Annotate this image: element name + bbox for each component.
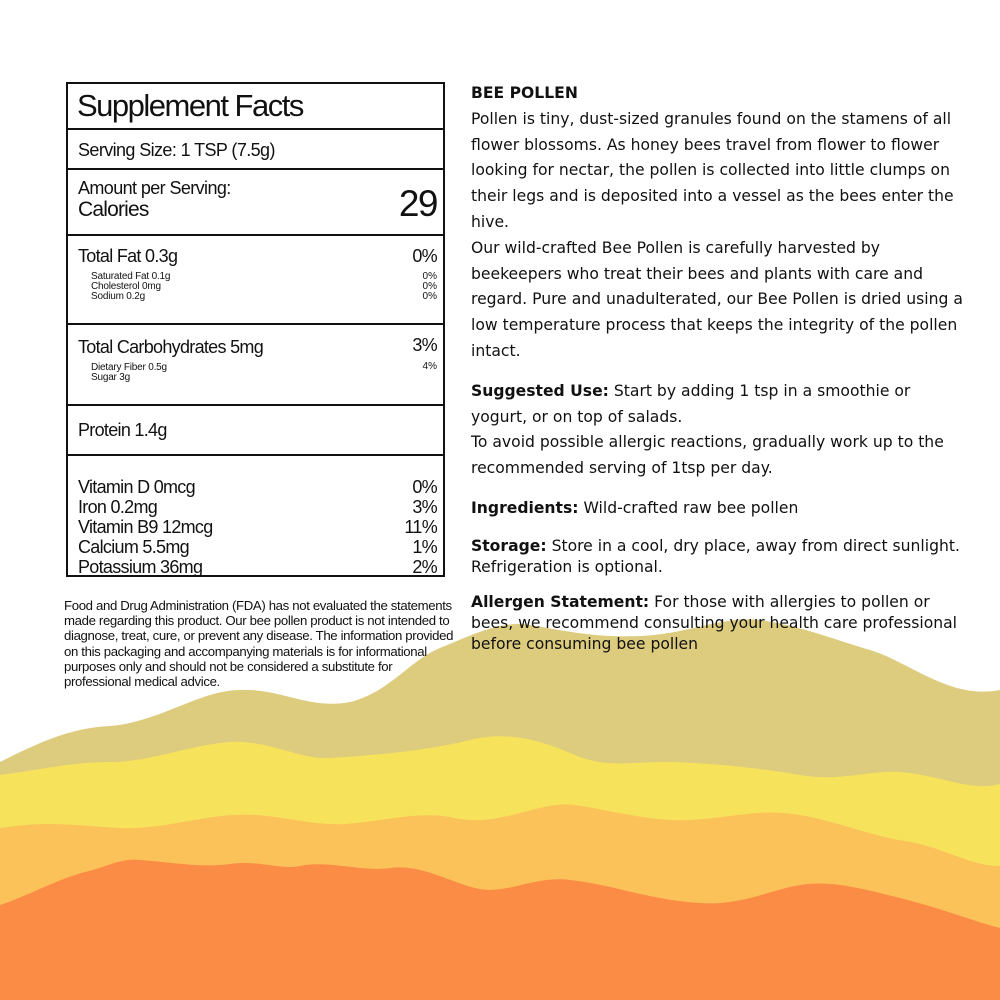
ingredients-label: Ingredients: bbox=[471, 498, 579, 517]
allergen-text: For those with allergies to pollen or bees, we recommend consulting your health care professional before consuming bee pollen bbox=[471, 592, 958, 653]
total-carbs-label: Total Carbohydrates 5mg bbox=[78, 337, 264, 357]
cholesterol-pct: 0% bbox=[422, 281, 437, 292]
amount-per-serving-label: Amount per Serving: bbox=[78, 178, 231, 198]
suggested-use-label: Suggested Use: bbox=[471, 381, 609, 400]
calcium-label: Calcium 5.5mg bbox=[78, 537, 189, 557]
ingredients-text: Wild-crafted raw bee pollen bbox=[583, 498, 799, 517]
sodium-pct: 0% bbox=[422, 291, 437, 302]
supplement-facts-title: Supplement Facts bbox=[68, 84, 443, 130]
suggested-use-text-2: To avoid possible allergic reactions, gradually work up to the recommended serving of 1tsp per day. bbox=[471, 433, 944, 478]
suggested-use bbox=[471, 379, 971, 431]
potassium-pct: 2% bbox=[412, 557, 437, 577]
vitamin-b9-pct: 11% bbox=[404, 517, 437, 537]
sugar-label: Sugar 3g bbox=[91, 372, 130, 383]
description-paragraph-1: Pollen is tiny, dust-sized granules found on the stamens of all flower blossoms. As honey bees travel from flower to flower looking for nectar, the pollen is collected into little clumps on their legs and is deposited into a vessel as the bees enter the hive. bbox=[471, 109, 954, 231]
potassium-label: Potassium 36mg bbox=[78, 557, 203, 577]
calories-label: Calories bbox=[78, 198, 149, 221]
calories-value: 29 bbox=[398, 183, 437, 224]
description-paragraph-2: Our wild-crafted Bee Pollen is carefully harvested by beekeepers who treat their bees and plants with care and regard. Pure and unadulterated, our Bee Pollen is dried using a low temperature process that keeps the integrity of the pollen intact. bbox=[471, 238, 963, 360]
storage bbox=[471, 536, 971, 578]
protein-label: Protein 1.4g bbox=[78, 420, 167, 440]
vitamin-d-pct: 0% bbox=[412, 477, 437, 497]
total-carbs-pct: 3% bbox=[412, 335, 437, 355]
dietary-fiber-pct: 4% bbox=[422, 361, 437, 372]
total-fat-label: Total Fat 0.3g bbox=[78, 246, 178, 266]
serving-size: Serving Size: 1 TSP (7.5g) bbox=[68, 130, 443, 170]
calories-section bbox=[68, 170, 443, 236]
suggested-use-text: Start by adding 1 tsp in a smoothie or yogurt, or on top of salads. bbox=[471, 381, 911, 426]
vitamin-d-label: Vitamin D 0mcg bbox=[78, 477, 195, 497]
ingredients bbox=[471, 496, 971, 522]
iron-label: Iron 0.2mg bbox=[78, 497, 158, 517]
protein-section bbox=[68, 406, 443, 456]
calcium-pct: 1% bbox=[412, 537, 437, 557]
saturated-fat-pct: 0% bbox=[422, 271, 437, 282]
storage-text: Store in a cool, dry place, away from direct sunlight. Refrigeration is optional. bbox=[471, 536, 960, 576]
storage-label: Storage: bbox=[471, 536, 547, 555]
carbohydrates-section bbox=[68, 325, 443, 406]
allergen-label: Allergen Statement: bbox=[471, 592, 650, 611]
allergen-statement bbox=[471, 592, 971, 655]
iron-pct: 3% bbox=[412, 497, 437, 517]
sodium-label: Sodium 0.2g bbox=[91, 291, 145, 302]
supplement-facts-panel bbox=[66, 82, 445, 577]
vitamin-b9-label: Vitamin B9 12mcg bbox=[78, 517, 213, 537]
fda-disclaimer: Food and Drug Administration (FDA) has not evaluated the statements made regarding this product. Our bee pollen product is not intended to diagnose, treat, cure, or prevent any disease. The information provided on this packaging and accompanying materials is for informational purposes only and should not be considered a substitute for professional medical advice. bbox=[64, 598, 454, 690]
dietary-fiber-label: Dietary Fiber 0.5g bbox=[91, 362, 167, 373]
saturated-fat-label: Saturated Fat 0.1g bbox=[91, 271, 171, 282]
total-fat-pct: 0% bbox=[412, 246, 437, 266]
product-heading: BEE POLLEN bbox=[471, 84, 578, 102]
vitamins-section bbox=[68, 456, 443, 576]
cholesterol-label: Cholesterol 0mg bbox=[91, 281, 161, 292]
fat-section bbox=[68, 236, 443, 325]
product-info bbox=[471, 81, 971, 655]
